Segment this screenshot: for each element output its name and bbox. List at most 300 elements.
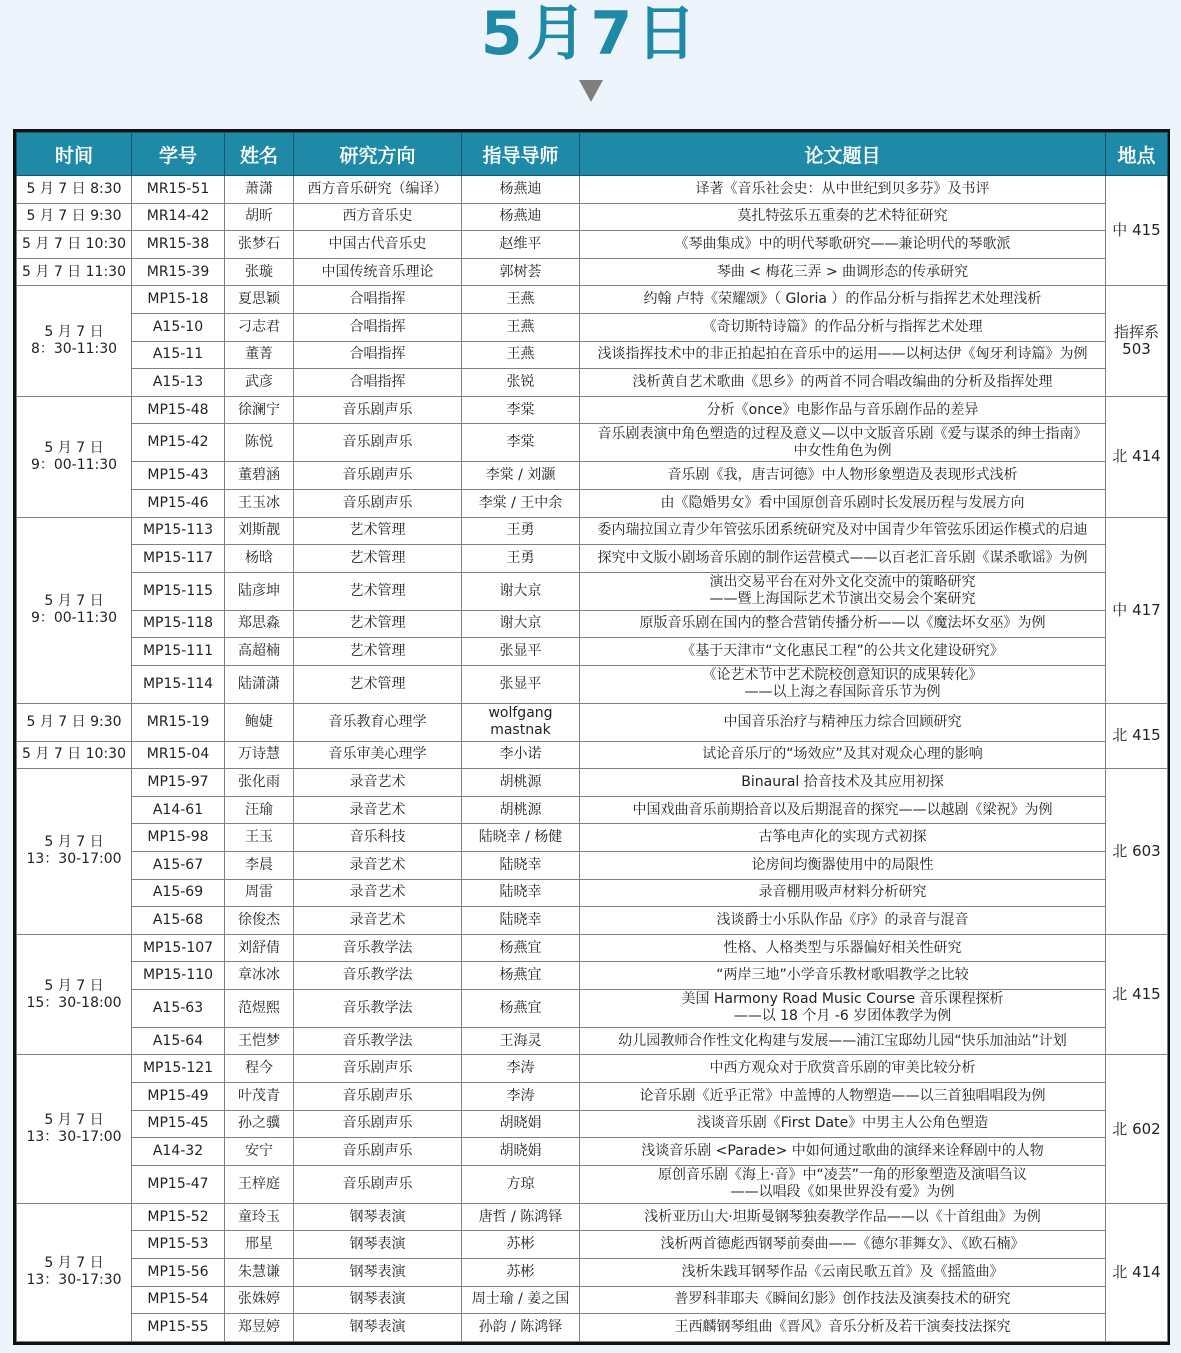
research-direction-cell: 音乐剧声乐 (294, 1165, 462, 1203)
table-row (17, 1055, 1168, 1083)
student-id-cell: MR14-42 (132, 203, 225, 231)
thesis-title-text: 译著《音乐社会史：从中世纪到贝多芬》及书评 (695, 180, 990, 197)
advisor-text: 王海灵 (499, 1032, 542, 1049)
table-row (17, 1231, 1168, 1259)
student-id-cell: MP15-121 (132, 1055, 225, 1083)
student-name-cell: 郑思淼 (225, 610, 294, 638)
advisor-text: 方琼 (506, 1175, 535, 1192)
thesis-title-cell (580, 1286, 1106, 1314)
thesis-title-text: 浅析亚历山大·坦斯曼钢琴独奏教学作品——以《十首组曲》为例 (644, 1208, 1041, 1225)
student-name-cell: 安宁 (225, 1138, 294, 1166)
advisor-cell (462, 396, 580, 424)
advisor-text: 胡桃源 (499, 801, 542, 818)
location-text: 中 417 (1112, 600, 1161, 619)
advisor-cell (462, 231, 580, 259)
student-id-cell: MP15-18 (132, 286, 225, 314)
table-row (17, 851, 1168, 879)
student-name-cell: 章冰冰 (225, 962, 294, 990)
research-direction-cell: 艺术管理 (294, 638, 462, 666)
advisor-text: 唐哲 / 陈鸿铎 (478, 1208, 563, 1225)
time-text: 9：00-11:30 (30, 610, 118, 627)
student-name-cell: 范煜熙 (225, 990, 294, 1028)
thesis-title-text: 《奇切斯特诗篇》的作品分析与指挥艺术处理 (702, 318, 983, 335)
advisor-cell (462, 203, 580, 231)
advisor-cell (462, 369, 580, 397)
schedule-table (16, 132, 1168, 1342)
advisor-cell (462, 824, 580, 852)
table-row (17, 1286, 1168, 1314)
thesis-title-cell (580, 1203, 1106, 1231)
student-id-cell: A15-11 (132, 341, 225, 369)
advisor-text: 苏彬 (506, 1236, 535, 1253)
thesis-title-text: 浅析两首德彪西钢琴前奏曲——《德尔菲舞女》、《欧石楠》 (660, 1236, 1025, 1253)
table-row (17, 1027, 1168, 1055)
advisor-cell (462, 1286, 580, 1314)
time-text: 5 月 7 日 (44, 324, 104, 341)
student-name-cell: 郑昱婷 (225, 1314, 294, 1342)
student-id-cell: MR15-39 (132, 258, 225, 286)
student-name-cell: 王玉冰 (225, 489, 294, 517)
student-name-cell: 高超楠 (225, 638, 294, 666)
thesis-title-cell (580, 572, 1106, 610)
thesis-title-cell (580, 231, 1106, 259)
student-name-cell: 胡昕 (225, 203, 294, 231)
advisor-cell (462, 572, 580, 610)
time-text: 9：00-11:30 (30, 456, 118, 473)
student-id-cell: MP15-56 (132, 1258, 225, 1286)
thesis-title-text: Binaural 拾音技术及其应用初探 (741, 773, 944, 790)
location-cell (1106, 176, 1168, 286)
research-direction-cell: 音乐教学法 (294, 1027, 462, 1055)
time-text: 5 月 7 日 11:30 (22, 263, 126, 280)
table-row (17, 879, 1168, 907)
header-student-id: 学号 (132, 133, 225, 176)
research-direction-cell: 合唱指挥 (294, 286, 462, 314)
time-cell (17, 258, 132, 286)
thesis-title-cell (580, 517, 1106, 545)
advisor-cell (462, 489, 580, 517)
thesis-title-text: ——以上海之春国际音乐节为例 (744, 684, 941, 701)
research-direction-cell: 艺术管理 (294, 545, 462, 573)
thesis-title-text: 由《隐婚男女》看中国原创音乐剧时长发展历程与发展方向 (660, 494, 1025, 511)
thesis-title-cell (580, 341, 1106, 369)
thesis-title-text: 《基于天津市“文化惠民工程”的公共文化建设研究》 (681, 643, 1004, 660)
advisor-cell (462, 1083, 580, 1111)
research-direction-cell: 艺术管理 (294, 665, 462, 703)
student-id-cell: A15-10 (132, 314, 225, 342)
advisor-text: 王燕 (506, 346, 535, 363)
research-direction-cell: 钢琴表演 (294, 1258, 462, 1286)
advisor-cell (462, 851, 580, 879)
thesis-title-text: 性格、人格类型与乐器偏好相关性研究 (723, 939, 962, 956)
location-cell (1106, 286, 1168, 396)
research-direction-cell: 音乐剧声乐 (294, 1138, 462, 1166)
advisor-text: 杨燕迪 (499, 208, 542, 225)
research-direction-cell: 音乐科技 (294, 824, 462, 852)
advisor-cell (462, 1110, 580, 1138)
page-header (0, 0, 1181, 130)
advisor-cell (462, 879, 580, 907)
advisor-cell (462, 258, 580, 286)
research-direction-cell: 录音艺术 (294, 769, 462, 797)
research-direction-cell: 录音艺术 (294, 907, 462, 935)
advisor-cell (462, 665, 580, 703)
thesis-title-cell (580, 203, 1106, 231)
table-header-row (17, 133, 1168, 176)
thesis-title-text: 原版音乐剧在国内的整合营销传播分析——以《魔法坏女巫》为例 (639, 615, 1046, 632)
time-text: 5 月 7 日 (44, 593, 104, 610)
student-id-cell: MP15-53 (132, 1231, 225, 1259)
student-id-cell: MP15-52 (132, 1203, 225, 1231)
time-cell (17, 517, 132, 703)
time-text: 5 月 7 日 8:30 (26, 180, 122, 197)
advisor-cell (462, 462, 580, 490)
table-row (17, 934, 1168, 962)
student-name-cell: 王玉 (225, 824, 294, 852)
location-text: 503 (1122, 340, 1151, 359)
time-cell (17, 1203, 132, 1341)
thesis-title-cell (580, 1231, 1106, 1259)
time-cell (17, 1055, 132, 1203)
location-text: 北 415 (1112, 985, 1161, 1004)
time-text: 15：30-18:00 (26, 994, 122, 1011)
thesis-title-text: 中女性角色为例 (793, 442, 892, 459)
advisor-cell (462, 1165, 580, 1203)
advisor-cell (462, 769, 580, 797)
student-id-cell: MP15-117 (132, 545, 225, 573)
thesis-title-cell (580, 1314, 1106, 1342)
research-direction-cell: 合唱指挥 (294, 314, 462, 342)
location-text: 北 602 (1112, 1119, 1161, 1138)
advisor-text: 陆晓幸 (499, 856, 542, 873)
thesis-title-text: 《论艺术节中艺术院校创意知识的成果转化》 (702, 667, 983, 684)
time-text: 5 月 7 日 (44, 439, 104, 456)
research-direction-cell: 音乐剧声乐 (294, 1055, 462, 1083)
advisor-text: 王燕 (506, 291, 535, 308)
advisor-text: 陆晓幸 (499, 911, 542, 928)
advisor-text: wolfgang (488, 705, 553, 722)
time-text: 5 月 7 日 (44, 1112, 104, 1129)
research-direction-cell: 钢琴表演 (294, 1286, 462, 1314)
research-direction-cell: 音乐剧声乐 (294, 424, 462, 462)
table-row (17, 203, 1168, 231)
thesis-title-cell (580, 769, 1106, 797)
thesis-title-text: 普罗科菲耶夫《瞬间幻影》创作技法及演奏技术的研究 (674, 1291, 1011, 1308)
thesis-title-cell (580, 796, 1106, 824)
thesis-title-text: 中西方观众对于欣赏音乐剧的审美比较分析 (709, 1060, 976, 1077)
thesis-title-text: 浅析黄自艺术歌曲《思乡》的两首不同合唱改编曲的分析及指挥处理 (632, 374, 1053, 391)
student-id-cell: MP15-113 (132, 517, 225, 545)
table-row (17, 1110, 1168, 1138)
thesis-title-text: 浅谈音乐剧 <Parade> 中如何通过歌曲的演绎来诠释剧中的人物 (641, 1143, 1044, 1160)
advisor-text: 孙韵 / 陈鸿铎 (478, 1319, 563, 1336)
thesis-title-cell (580, 741, 1106, 769)
student-id-cell: MP15-107 (132, 934, 225, 962)
research-direction-cell: 艺术管理 (294, 610, 462, 638)
advisor-cell (462, 1027, 580, 1055)
advisor-cell (462, 1055, 580, 1083)
advisor-text: 胡晓娟 (499, 1115, 542, 1132)
research-direction-cell: 录音艺术 (294, 851, 462, 879)
thesis-title-cell (580, 1165, 1106, 1203)
advisor-text: 张显平 (499, 643, 542, 660)
table-row (17, 1165, 1168, 1203)
schedule-table-wrapper (13, 129, 1170, 1345)
student-id-cell: MR15-38 (132, 231, 225, 259)
student-name-cell: 董碧涵 (225, 462, 294, 490)
thesis-title-text: 音乐剧《我，唐吉诃德》中人物形象塑造及表现形式浅析 (667, 467, 1018, 484)
table-row (17, 545, 1168, 573)
student-id-cell: MP15-45 (132, 1110, 225, 1138)
table-row (17, 314, 1168, 342)
location-text: 指挥系 (1113, 323, 1159, 342)
advisor-text: 陆晓幸 / 杨健 (478, 829, 563, 846)
student-name-cell: 董菁 (225, 341, 294, 369)
advisor-text: 王勇 (506, 522, 535, 539)
thesis-title-cell (580, 314, 1106, 342)
advisor-text: 王勇 (506, 549, 535, 566)
student-id-cell: MP15-110 (132, 962, 225, 990)
thesis-title-text: 琴曲 < 梅花三弄 > 曲调形态的传承研究 (716, 263, 969, 280)
student-name-cell: 张璇 (225, 258, 294, 286)
table-row (17, 907, 1168, 935)
table-row (17, 610, 1168, 638)
time-cell (17, 396, 132, 517)
location-cell (1106, 703, 1168, 768)
student-name-cell: 陆彦坤 (225, 572, 294, 610)
advisor-text: 李棠 (506, 434, 535, 451)
thesis-title-text: ——暨上海国际艺术节演出交易会个案研究 (709, 591, 976, 608)
thesis-title-text: 《琴曲集成》中的明代琴歌研究——兼论明代的琴歌派 (674, 236, 1011, 253)
location-cell (1106, 517, 1168, 703)
thesis-title-cell (580, 851, 1106, 879)
research-direction-cell: 合唱指挥 (294, 369, 462, 397)
student-id-cell: MP15-49 (132, 1083, 225, 1111)
table-row (17, 1203, 1168, 1231)
advisor-text: 苏彬 (506, 1263, 535, 1280)
thesis-title-text: 试论音乐厅的“场效应”及其对观众心理的影响 (702, 746, 983, 763)
thesis-title-cell (580, 703, 1106, 741)
table-row (17, 796, 1168, 824)
advisor-cell (462, 1138, 580, 1166)
research-direction-cell: 艺术管理 (294, 572, 462, 610)
location-cell (1106, 934, 1168, 1055)
time-cell (17, 176, 132, 204)
thesis-title-cell (580, 545, 1106, 573)
student-name-cell: 叶茂青 (225, 1083, 294, 1111)
student-id-cell: MP15-54 (132, 1286, 225, 1314)
student-id-cell: A14-32 (132, 1138, 225, 1166)
table-row (17, 369, 1168, 397)
advisor-text: 张锐 (506, 374, 535, 391)
student-id-cell: A15-13 (132, 369, 225, 397)
student-name-cell: 萧潇 (225, 176, 294, 204)
student-name-cell: 汪瑜 (225, 796, 294, 824)
thesis-title-text: 古筝电声化的实现方式初探 (758, 829, 927, 846)
header-thesis-title: 论文题目 (580, 133, 1106, 176)
time-text: 5 月 7 日 (44, 834, 104, 851)
time-cell (17, 741, 132, 769)
thesis-title-text: 浅谈爵士小乐队作品《序》的录音与混音 (716, 911, 969, 928)
thesis-title-cell (580, 907, 1106, 935)
advisor-text: 张显平 (499, 675, 542, 692)
advisor-cell (462, 517, 580, 545)
student-name-cell: 徐俊杰 (225, 907, 294, 935)
student-name-cell: 刁志君 (225, 314, 294, 342)
student-name-cell: 刘斯靓 (225, 517, 294, 545)
time-text: 13：30-17:00 (26, 1129, 122, 1146)
advisor-cell (462, 703, 580, 741)
time-cell (17, 203, 132, 231)
advisor-cell (462, 907, 580, 935)
research-direction-cell: 录音艺术 (294, 796, 462, 824)
header-research-direction: 研究方向 (294, 133, 462, 176)
time-text: 8：30-11:30 (30, 341, 118, 358)
thesis-title-text: 分析《once》电影作品与音乐剧作品的差异 (706, 401, 979, 418)
student-id-cell: MR15-19 (132, 703, 225, 741)
thesis-title-text: 幼儿园教师合作性文化构建与发展——浦江宝邸幼儿园“快乐加油站”计划 (618, 1032, 1067, 1049)
time-cell (17, 769, 132, 935)
advisor-text: 李小诺 (499, 746, 542, 763)
advisor-text: 胡桃源 (499, 773, 542, 790)
research-direction-cell: 音乐教学法 (294, 990, 462, 1028)
thesis-title-text: 中国戏曲音乐前期拾音以及后期混音的探究——以越剧《梁祝》为例 (632, 801, 1053, 818)
student-id-cell: MP15-55 (132, 1314, 225, 1342)
thesis-title-text: 中国音乐治疗与精神压力综合回顾研究 (723, 713, 962, 730)
advisor-cell (462, 341, 580, 369)
research-direction-cell: 中国古代音乐史 (294, 231, 462, 259)
advisor-text: 杨燕宜 (499, 999, 542, 1016)
research-direction-cell: 钢琴表演 (294, 1314, 462, 1342)
thesis-title-cell (580, 258, 1106, 286)
thesis-title-cell (580, 1027, 1106, 1055)
research-direction-cell: 音乐教育心理学 (294, 703, 462, 741)
thesis-title-cell (580, 462, 1106, 490)
student-id-cell: A15-68 (132, 907, 225, 935)
student-name-cell: 徐澜宁 (225, 396, 294, 424)
student-name-cell: 杨晗 (225, 545, 294, 573)
research-direction-cell: 钢琴表演 (294, 1231, 462, 1259)
thesis-title-cell (580, 489, 1106, 517)
student-id-cell: MP15-114 (132, 665, 225, 703)
thesis-title-text: 浅谈指挥技术中的非正拍起拍在音乐中的运用——以柯达伊《匈牙利诗篇》为例 (597, 346, 1088, 363)
time-cell (17, 231, 132, 259)
advisor-cell (462, 934, 580, 962)
header-location: 地点 (1106, 133, 1168, 176)
advisor-cell (462, 990, 580, 1028)
advisor-text: 李涛 (506, 1087, 535, 1104)
thesis-title-text: 莫扎特弦乐五重奏的艺术特征研究 (737, 208, 948, 225)
table-row (17, 824, 1168, 852)
thesis-title-cell (580, 638, 1106, 666)
thesis-title-text: 音乐剧表演中角色塑造的过程及意义—以中文版音乐剧《爱与谋杀的绅士指南》 (597, 425, 1088, 442)
student-name-cell: 周雷 (225, 879, 294, 907)
header-time: 时间 (17, 133, 132, 176)
location-text: 中 415 (1112, 221, 1161, 240)
advisor-text: 郭树荟 (499, 263, 542, 280)
advisor-text: 陆晓幸 (499, 884, 542, 901)
research-direction-cell: 录音艺术 (294, 879, 462, 907)
table-row (17, 396, 1168, 424)
advisor-text: mastnak (490, 722, 551, 739)
thesis-title-text: 浅析朱践耳钢琴作品《云南民歌五首》及《摇篮曲》 (681, 1263, 1004, 1280)
research-direction-cell: 音乐剧声乐 (294, 489, 462, 517)
research-direction-cell: 艺术管理 (294, 517, 462, 545)
time-text: 5 月 7 日 10:30 (22, 746, 126, 763)
thesis-title-text: 探究中文版小剧场音乐剧的制作运营模式——以百老汇音乐剧《谋杀歌谣》为例 (597, 549, 1088, 566)
thesis-title-text: ——以唱段《如果世界没有爱》为例 (730, 1184, 955, 1201)
advisor-text: 杨燕迪 (499, 180, 542, 197)
thesis-title-cell (580, 176, 1106, 204)
advisor-cell (462, 610, 580, 638)
student-id-cell: A15-64 (132, 1027, 225, 1055)
advisor-cell (462, 424, 580, 462)
student-name-cell: 夏思颖 (225, 286, 294, 314)
student-id-cell: MP15-98 (132, 824, 225, 852)
thesis-title-text: 美国 Harmony Road Music Course 音乐课程探析 (681, 991, 1004, 1008)
thesis-title-text: 演出交易平台在对外文化交流中的策略研究 (709, 574, 976, 591)
research-direction-cell: 合唱指挥 (294, 341, 462, 369)
table-body (17, 176, 1168, 1342)
thesis-title-text: 委内瑞拉国立青少年管弦乐团系统研究及对中国青少年管弦乐团运作模式的启迪 (597, 522, 1088, 539)
advisor-text: 谢大京 (499, 615, 542, 632)
time-cell (17, 703, 132, 741)
thesis-title-text: 论音乐剧《近乎正常》中盖博的人物塑造——以三首独唱唱段为例 (639, 1087, 1046, 1104)
research-direction-cell: 音乐教学法 (294, 934, 462, 962)
thesis-title-cell (580, 369, 1106, 397)
time-text: 5 月 7 日 10:30 (22, 236, 126, 253)
advisor-cell (462, 176, 580, 204)
time-text: 5 月 7 日 (44, 1255, 104, 1272)
student-name-cell: 朱慧谦 (225, 1258, 294, 1286)
header-advisor: 指导导师 (462, 133, 580, 176)
thesis-title-cell (580, 1138, 1106, 1166)
table-row (17, 962, 1168, 990)
research-direction-cell: 西方音乐史 (294, 203, 462, 231)
research-direction-cell: 音乐剧声乐 (294, 396, 462, 424)
table-row (17, 424, 1168, 462)
thesis-title-text: 录音棚用吸声材料分析研究 (758, 884, 927, 901)
student-id-cell: MR15-04 (132, 741, 225, 769)
thesis-title-text: “两岸三地”小学音乐教材歌唱教学之比较 (716, 967, 969, 984)
location-text: 北 603 (1112, 841, 1161, 860)
thesis-title-cell (580, 879, 1106, 907)
time-text: 5 月 7 日 9:30 (26, 208, 122, 225)
thesis-title-cell (580, 824, 1106, 852)
student-name-cell: 李晨 (225, 851, 294, 879)
student-name-cell: 武彦 (225, 369, 294, 397)
table-row (17, 1314, 1168, 1342)
advisor-text: 李涛 (506, 1060, 535, 1077)
research-direction-cell: 音乐剧声乐 (294, 462, 462, 490)
thesis-title-text: 原创音乐剧《海上·音》中“凌芸”一角的形象塑造及演唱刍议 (658, 1167, 1027, 1184)
student-name-cell: 张梦石 (225, 231, 294, 259)
student-id-cell: MP15-97 (132, 769, 225, 797)
advisor-cell (462, 796, 580, 824)
table-row (17, 517, 1168, 545)
advisor-cell (462, 741, 580, 769)
research-direction-cell: 音乐审美心理学 (294, 741, 462, 769)
thesis-title-text: 浅谈音乐剧《First Date》中男主人公角色塑造 (696, 1115, 989, 1132)
table-row (17, 1083, 1168, 1111)
student-id-cell: A15-63 (132, 990, 225, 1028)
student-name-cell: 童玲玉 (225, 1203, 294, 1231)
table-row (17, 665, 1168, 703)
advisor-text: 李棠 / 王中余 (478, 494, 563, 511)
thesis-title-cell (580, 1083, 1106, 1111)
time-text: 5 月 7 日 (44, 977, 104, 994)
student-id-cell: A14-61 (132, 796, 225, 824)
